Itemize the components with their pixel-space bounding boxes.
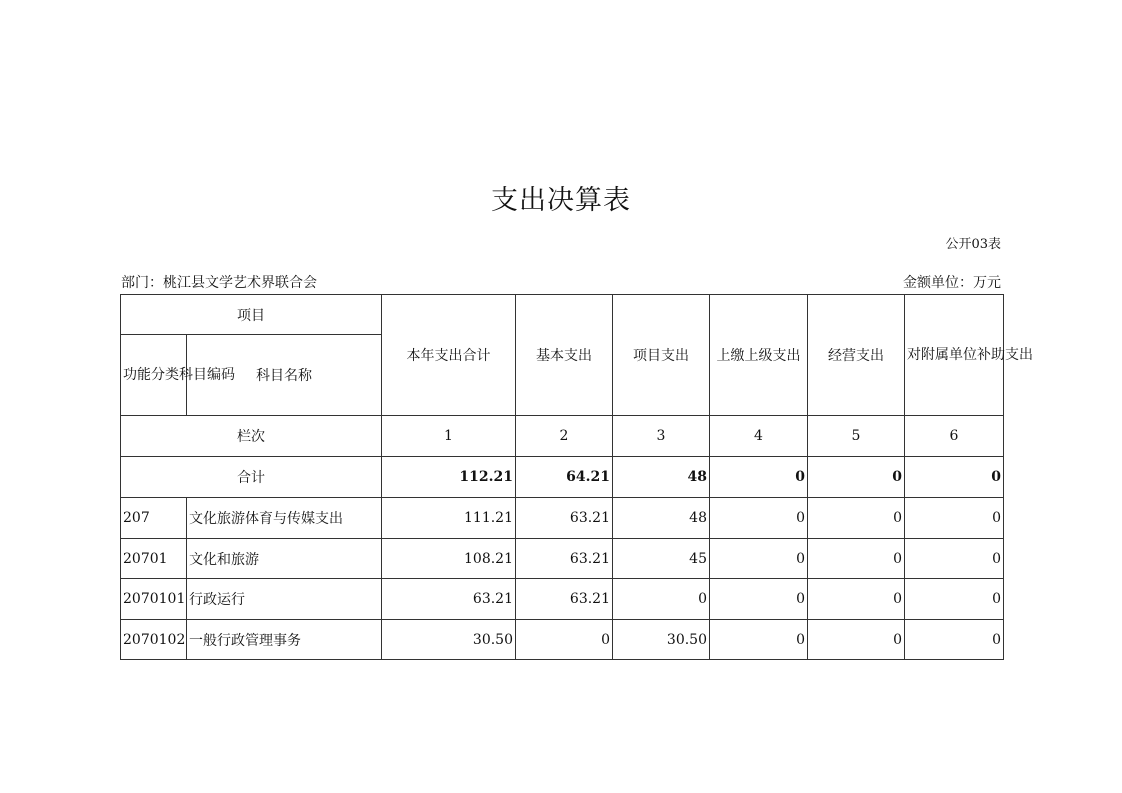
row-value: 45 — [613, 539, 710, 579]
form-number: 公开03表 — [945, 237, 1001, 252]
expenditure-table — [120, 294, 1033, 660]
row-name: 一般行政管理事务 — [187, 620, 382, 660]
row-code: 20701 — [121, 539, 187, 579]
total-row — [121, 457, 1004, 498]
col-index-3: 3 — [613, 416, 710, 457]
row-name: 文化和旅游 — [187, 539, 382, 579]
total-label: 合计 — [121, 457, 382, 498]
total-value: 0 — [905, 457, 1004, 498]
row-value: 63.21 — [516, 539, 613, 579]
header-col-5: 经营支出 — [808, 295, 905, 416]
row-name: 文化旅游体育与传媒支出 — [187, 498, 382, 539]
row-value: 0 — [710, 539, 808, 579]
row-value: 0 — [808, 620, 905, 660]
header-col-6: 对附属单位补助支出 — [905, 295, 1004, 416]
row-value: 63.21 — [382, 579, 516, 620]
row-value: 0 — [905, 579, 1004, 620]
col-index-1: 1 — [382, 416, 516, 457]
header-col-3: 项目支出 — [613, 295, 710, 416]
col-index-5: 5 — [808, 416, 905, 457]
col-index-2: 2 — [516, 416, 613, 457]
row-code: 207 — [121, 498, 187, 539]
header-col-2: 基本支出 — [516, 295, 613, 416]
col-index-6: 6 — [905, 416, 1004, 457]
table-row — [121, 539, 1004, 579]
col-index-label: 栏次 — [121, 416, 382, 457]
total-value: 0 — [808, 457, 905, 498]
row-value: 0 — [710, 579, 808, 620]
row-code: 2070101 — [121, 579, 187, 620]
header-col-1: 本年支出合计 — [382, 295, 516, 416]
row-code: 2070102 — [121, 620, 187, 660]
total-value: 0 — [710, 457, 808, 498]
row-value: 0 — [516, 620, 613, 660]
row-value: 0 — [905, 498, 1004, 539]
row-value: 30.50 — [382, 620, 516, 660]
col-index-4: 4 — [710, 416, 808, 457]
row-value: 30.50 — [613, 620, 710, 660]
amount-unit-label: 金额单位：万元 — [903, 275, 1001, 291]
department-label: 部门：桃江县文学艺术界联合会 — [121, 275, 317, 291]
row-value: 0 — [905, 539, 1004, 579]
total-value: 64.21 — [516, 457, 613, 498]
header-func-code: 功能分类科目编码 — [121, 335, 187, 416]
row-name: 行政运行 — [187, 579, 382, 620]
row-value: 63.21 — [516, 498, 613, 539]
row-value: 63.21 — [516, 579, 613, 620]
row-value: 0 — [613, 579, 710, 620]
header-col-4: 上缴上级支出 — [710, 295, 808, 416]
row-value: 0 — [710, 620, 808, 660]
header-subject-name: 科目名称 — [187, 335, 382, 416]
total-value: 48 — [613, 457, 710, 498]
row-value: 0 — [710, 498, 808, 539]
row-value: 0 — [808, 579, 905, 620]
page-title: 支出决算表 — [491, 185, 631, 216]
row-value: 0 — [808, 498, 905, 539]
row-value: 48 — [613, 498, 710, 539]
table-row — [121, 579, 1004, 620]
table-row — [121, 498, 1004, 539]
row-value: 0 — [808, 539, 905, 579]
row-value: 0 — [905, 620, 1004, 660]
total-value: 112.21 — [382, 457, 516, 498]
row-value: 108.21 — [382, 539, 516, 579]
table-row — [121, 620, 1004, 660]
row-value: 111.21 — [382, 498, 516, 539]
header-item: 项目 — [121, 295, 382, 335]
